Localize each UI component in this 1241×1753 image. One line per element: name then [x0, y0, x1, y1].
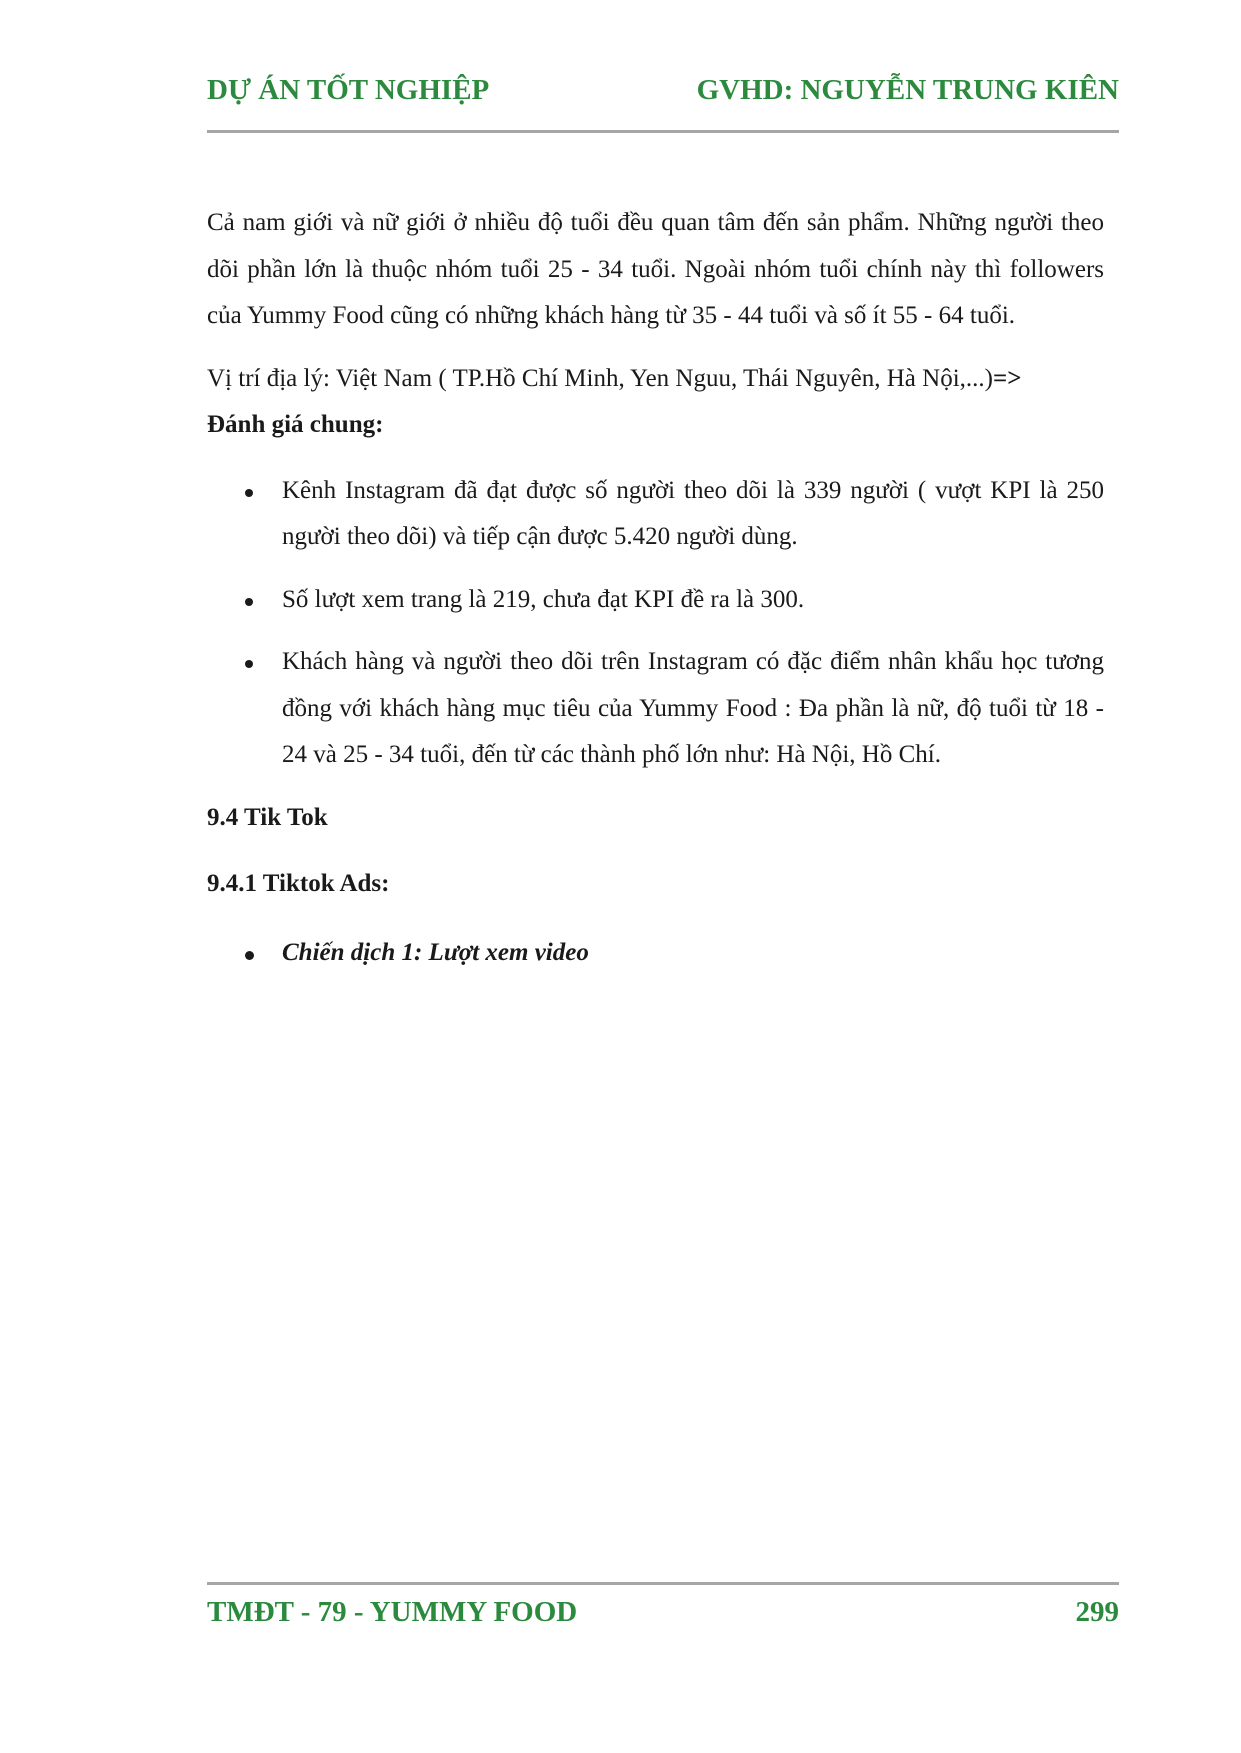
location-paragraph	[207, 356, 1104, 449]
list-item	[207, 468, 1104, 561]
page-content	[207, 200, 1104, 976]
campaign-item	[207, 930, 1104, 977]
bullet-dot-icon	[245, 598, 253, 606]
arrow-symbol: =>	[992, 364, 1022, 392]
header-divider	[207, 130, 1119, 133]
assessment-list	[207, 468, 1104, 779]
footer-divider	[207, 1582, 1119, 1585]
section-heading-tiktok: 9.4 Tik Tok	[207, 803, 328, 831]
demographics-paragraph: Cả nam giới và nữ giới ở nhiều độ tuổi đều quan tâm đến sản phẩm. Những người theo dõi phần lớn là thuộc nhóm tuổi 25 - 34 tuổi. Ngoài nhóm tuổi chính này thì followers của Yummy Food cũng có những khách hàng từ 35 - 44 tuổi và số ít 55 - 64 tuổi.	[207, 209, 1104, 329]
page-number: 299	[1075, 1596, 1119, 1628]
page-footer	[207, 1596, 1119, 1629]
header-project-title: DỰ ÁN TỐT NGHIỆP	[207, 74, 490, 106]
bullet-dot-icon	[245, 489, 253, 497]
list-item-text: Kênh Instagram đã đạt được số người theo dõi là 339 người ( vượt KPI là 250 người theo dõi) và tiếp cận được 5.420 người dùng.	[282, 476, 1104, 550]
list-item-text: Số lượt xem trang là 219, chưa đạt KPI đề ra là 300.	[282, 585, 805, 613]
footer-title: TMĐT - 79 - YUMMY FOOD	[207, 1596, 578, 1628]
list-item-text: Khách hàng và người theo dõi trên Instagram có đặc điểm nhân khẩu học tương đồng với khách hàng mục tiêu của Yummy Food : Đa phần là nữ, độ tuổi từ 18 - 24 và 25 - 34 tuổi, đến từ các thành phố lớn như: Hà Nội, Hồ Chí.	[282, 648, 1104, 768]
location-text: Vị trí địa lý: Việt Nam ( TP.Hồ Chí Minh, Yen Nguu, Thái Nguyên, Hà Nội,...)	[207, 364, 993, 392]
list-item	[207, 577, 1104, 624]
campaign-item-text: Chiến dịch 1: Lượt xem video	[282, 938, 589, 966]
subsection-heading-tiktok-ads: 9.4.1 Tiktok Ads:	[207, 870, 390, 897]
bullet-dot-icon	[245, 951, 254, 960]
header-supervisor: GVHD: NGUYỄN TRUNG KIÊN	[696, 74, 1119, 106]
assessment-label: Đánh giá chung:	[207, 411, 384, 438]
bullet-dot-icon	[245, 660, 253, 668]
page-header	[207, 74, 1119, 107]
list-item	[207, 639, 1104, 779]
